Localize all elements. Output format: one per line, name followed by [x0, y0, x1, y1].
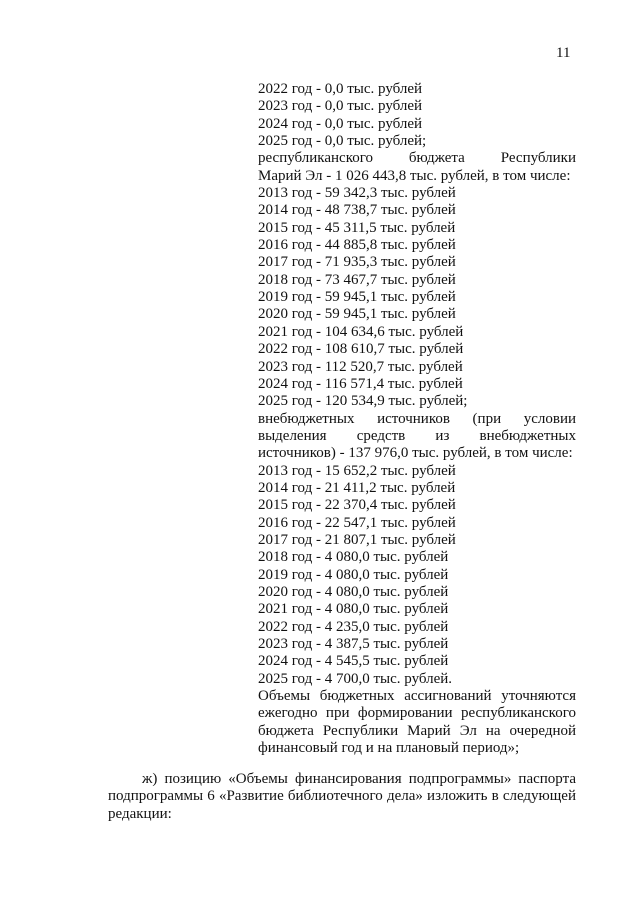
- year-line: 2019 год - 4 080,0 тыс. рублей: [258, 566, 449, 583]
- funding-column: [258, 81, 576, 757]
- amendment-paragraph: [108, 771, 576, 823]
- extra-budget-heading-2: выделения средств из внебюджетных: [258, 427, 576, 444]
- year-line: 2023 год - 0,0 тыс. рублей: [258, 98, 423, 115]
- page-number: 11: [556, 45, 571, 61]
- year-line: 2017 год - 71 935,3 тыс. рублей: [258, 254, 456, 271]
- extra-budget-total: источников) - 137 976,0 тыс. рублей, в том числе:: [258, 445, 573, 462]
- year-line: 2022 год - 4 235,0 тыс. рублей: [258, 618, 449, 635]
- year-line: 2018 год - 73 467,7 тыс. рублей: [258, 271, 456, 288]
- republic-budget-total: Марий Эл - 1 026 443,8 тыс. рублей, в том числе:: [258, 167, 571, 184]
- year-line: 2021 год - 104 634,6 тыс. рублей: [258, 323, 464, 340]
- republic-budget-heading: республиканского бюджета Республики: [258, 150, 576, 167]
- year-line: 2025 год - 120 534,9 тыс. рублей;: [258, 393, 468, 410]
- allocation-note: Объемы бюджетных ассигнований уточняются ежегодно при формировании республиканского бюджета Республики Марий Эл на очередной финансовый год и на плановый период»;: [258, 688, 576, 757]
- year-line: 2022 год - 0,0 тыс. рублей: [258, 81, 423, 97]
- extra-budget-years: [258, 463, 576, 688]
- paragraph-text: ж) позицию «Объемы финансирования подпрограммы» паспорта подпрограммы 6 «Развитие библиотечного дела» изложить в следующей редакции:: [108, 771, 576, 822]
- year-line: 2025 год - 0,0 тыс. рублей;: [258, 133, 427, 150]
- year-line: 2019 год - 59 945,1 тыс. рублей: [258, 289, 456, 306]
- year-line: 2020 год - 59 945,1 тыс. рублей: [258, 306, 456, 323]
- republic-budget-years: [258, 185, 576, 410]
- year-line: 2022 год - 108 610,7 тыс. рублей: [258, 341, 464, 358]
- year-line: 2020 год - 4 080,0 тыс. рублей: [258, 583, 449, 600]
- year-line: 2016 год - 44 885,8 тыс. рублей: [258, 237, 456, 254]
- year-line: 2023 год - 112 520,7 тыс. рублей: [258, 358, 463, 375]
- lines-top: [258, 81, 576, 150]
- year-line: 2024 год - 0,0 тыс. рублей: [258, 115, 423, 132]
- year-line: 2013 год - 59 342,3 тыс. рублей: [258, 185, 456, 202]
- year-line: 2021 год - 4 080,0 тыс. рублей: [258, 601, 449, 618]
- year-line: 2024 год - 4 545,5 тыс. рублей: [258, 653, 449, 670]
- year-line: 2024 год - 116 571,4 тыс. рублей: [258, 375, 463, 392]
- year-line: 2025 год - 4 700,0 тыс. рублей.: [258, 670, 453, 687]
- year-line: 2013 год - 15 652,2 тыс. рублей: [258, 462, 456, 479]
- year-line: 2023 год - 4 387,5 тыс. рублей: [258, 636, 449, 652]
- year-line: 2016 год - 22 547,1 тыс. рублей: [258, 514, 456, 531]
- year-line: 2018 год - 4 080,0 тыс. рублей: [258, 549, 449, 566]
- extra-budget-heading: внебюджетных источников (при условии: [258, 410, 576, 427]
- year-line: 2015 год - 22 370,4 тыс. рублей: [258, 497, 456, 514]
- year-line: 2014 год - 21 411,2 тыс. рублей: [258, 479, 456, 496]
- year-line: 2017 год - 21 807,1 тыс. рублей: [258, 531, 456, 548]
- year-line: 2014 год - 48 738,7 тыс. рублей: [258, 202, 456, 219]
- year-line: 2015 год - 45 311,5 тыс. рублей: [258, 219, 456, 236]
